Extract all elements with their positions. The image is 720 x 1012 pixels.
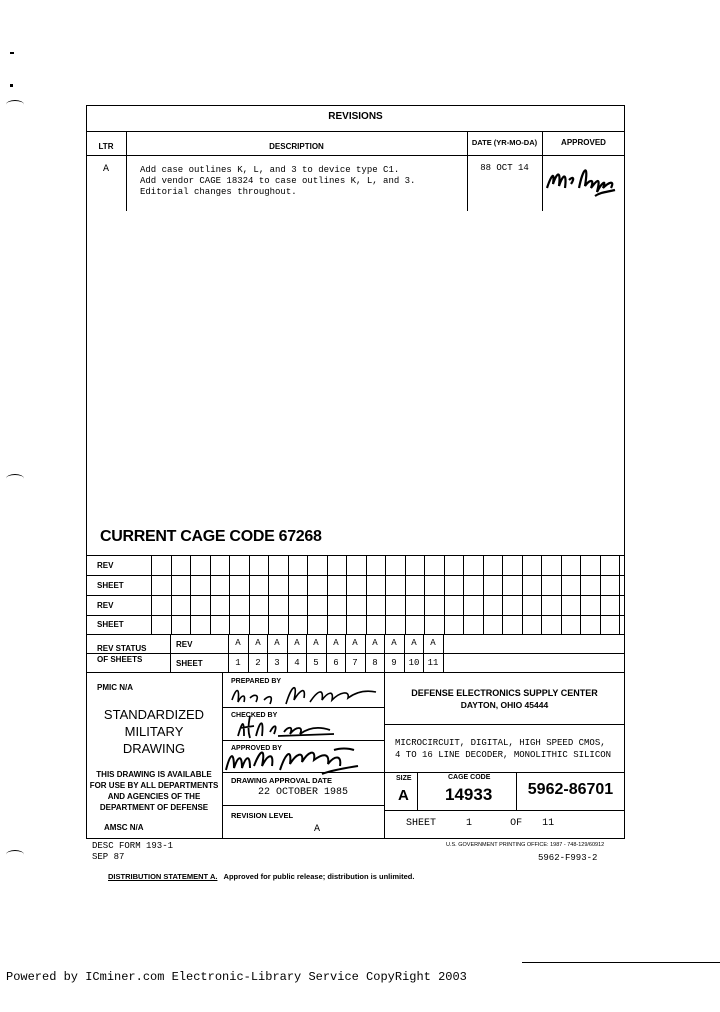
- grid-col-line: [366, 555, 367, 634]
- device-title: MICROCIRCUIT, DIGITAL, HIGH SPEED CMOS, 4 TO 16 LINE DECODER, MONOLITHIC SILICON: [395, 738, 612, 760]
- checked-signature: [234, 712, 354, 742]
- grid-col-line: [268, 555, 269, 634]
- punch-mark: [6, 100, 24, 109]
- grid-col-line: [210, 555, 211, 634]
- cage-value: 14933: [445, 785, 493, 804]
- grid-row-line: [86, 634, 625, 635]
- rev-status-cell: A: [372, 638, 378, 648]
- pmic: PMIC N/A: [97, 683, 133, 692]
- sheet-number-cell: 5: [313, 658, 319, 668]
- sheet-number-cell: 4: [294, 658, 300, 668]
- approved-header: APPROVED: [561, 138, 606, 147]
- status-rev-label: REV: [176, 640, 193, 649]
- drawing-type-title: STANDARDIZED MILITARY DRAWING: [103, 707, 205, 756]
- size-value: A: [398, 787, 409, 804]
- description-line: Editorial changes throughout.: [140, 187, 297, 197]
- punch-mark: [6, 474, 24, 483]
- grid-col-line: [229, 555, 230, 634]
- doc-code: 5962-F993-2: [538, 853, 598, 863]
- rev-status-cell: A: [411, 638, 417, 648]
- grid-col-line: [307, 555, 308, 634]
- rev-status-cell: A: [313, 638, 319, 648]
- footer-rule: [522, 962, 720, 963]
- revision-level: A: [313, 824, 320, 835]
- punch-mark: [10, 84, 13, 87]
- grid-col-line: [190, 555, 191, 634]
- ltr-header: LTR: [98, 142, 114, 151]
- rev-status-cell: A: [255, 638, 261, 648]
- rev-status-cell: A: [430, 638, 436, 648]
- grid-row-label: SHEET: [97, 581, 124, 590]
- rev-status-cell: A: [294, 638, 300, 648]
- powered-by: Powered by ICminer.com Electronic-Library Service CopyRight 2003: [6, 970, 467, 984]
- sheet-number-cell: 9: [391, 658, 397, 668]
- size-label: SIZE: [396, 775, 412, 782]
- grid-col-line: [541, 555, 542, 634]
- punch-mark: [6, 850, 24, 859]
- agency-name: DEFENSE ELECTRONICS SUPPLY CENTER: [411, 688, 598, 698]
- approved-signature: [545, 158, 623, 198]
- sheet-number-cell: 7: [352, 658, 358, 668]
- checked-by-label: CHECKED BY: [231, 712, 278, 719]
- grid-col-line: [502, 555, 503, 634]
- grid-row-line: [86, 575, 625, 576]
- approved-by-signature: [222, 740, 372, 776]
- grid-col-line: [424, 555, 425, 634]
- cage-label: CAGE CODE: [448, 774, 491, 781]
- approval-date: 22 OCTOBER 1985: [257, 787, 348, 798]
- form-number: DESC FORM 193-1 SEP 87: [92, 841, 174, 862]
- grid-col-line: [483, 555, 484, 634]
- revision-date: 88 OCT 14: [480, 163, 529, 173]
- distribution-statement: DISTRIBUTION STATEMENT A. Approved for public release; distribution is unlimited.: [108, 872, 415, 881]
- revision-description: [140, 165, 415, 198]
- description-line: Add vendor CAGE 18324 to case outlines K, L, and 3.: [140, 176, 416, 186]
- description-line: Add case outlines K, L, and 3 to device type C1.: [140, 165, 400, 175]
- sheet-number-cell: 2: [255, 658, 261, 668]
- grid-col-line: [288, 555, 289, 634]
- grid-row-label: REV: [97, 601, 114, 610]
- grid-col-line: [561, 555, 562, 634]
- grid-col-line: [171, 555, 172, 634]
- printing-office: U.S. GOVERNMENT PRINTING OFFICE: 1987 - 748-129/60912: [446, 842, 605, 848]
- rev-status-cell: A: [274, 638, 280, 648]
- grid-col-line: [249, 555, 250, 634]
- revision-ltr: A: [102, 164, 109, 175]
- grid-col-line: [463, 555, 464, 634]
- availability-notice: THIS DRAWING IS AVAILABLE FOR USE BY ALL DEPARTMENTS AND AGENCIES OF THE DEPARTMENT OF DEFENSE: [89, 770, 219, 812]
- current-cage-code: CURRENT CAGE CODE 67268: [100, 528, 322, 545]
- grid-row-label: REV: [97, 561, 114, 570]
- grid-row-line: [86, 595, 625, 596]
- sheet-number-cell: 11: [427, 658, 439, 668]
- dwg-number: 5962-86701: [527, 781, 614, 798]
- amsc: AMSC N/A: [104, 823, 144, 832]
- prepared-signature: [226, 680, 386, 710]
- grid-row-line: [86, 615, 625, 616]
- sheet-number-cell: 1: [235, 658, 241, 668]
- rev-status-label: REV STATUS OF SHEETS: [97, 644, 147, 664]
- approved-by-label: APPROVED BY: [231, 745, 282, 752]
- grid-col-line: [385, 555, 386, 634]
- rev-status-cell: A: [352, 638, 358, 648]
- sheet-label: SHEET: [406, 818, 437, 829]
- rev-status-cell: A: [333, 638, 339, 648]
- agency-city: DAYTON, OHIO 45444: [460, 700, 549, 710]
- rev-status-cell: A: [235, 638, 241, 648]
- rev-status-cell: A: [391, 638, 397, 648]
- prepared-by-label: PREPARED BY: [231, 678, 282, 685]
- sheet-number-cell: 10: [408, 658, 420, 668]
- sheet-info: [406, 818, 554, 829]
- grid-col-line: [327, 555, 328, 634]
- grid-col-line: [600, 555, 601, 634]
- sheet-total: 11: [542, 818, 555, 829]
- grid-col-line: [580, 555, 581, 634]
- grid-col-line: [151, 555, 152, 634]
- sheet-num: 1: [466, 818, 473, 829]
- of-label: OF: [510, 818, 523, 829]
- grid-col-line: [346, 555, 347, 634]
- revisions-title: REVISIONS: [328, 111, 383, 122]
- sheet-number-cell: 8: [372, 658, 378, 668]
- grid-col-line: [619, 555, 620, 634]
- sheet-number-cell: 6: [333, 658, 339, 668]
- sheet-number-cell: 3: [274, 658, 280, 668]
- grid-col-line: [405, 555, 406, 634]
- grid-col-line: [444, 555, 445, 634]
- date-header: DATE (YR-MO-DA): [471, 138, 538, 147]
- grid-row-label: SHEET: [97, 620, 124, 629]
- revision-level-label: REVISION LEVEL: [231, 811, 294, 820]
- status-sheet-label: SHEET: [176, 659, 203, 668]
- punch-mark: [10, 52, 14, 54]
- grid-col-line: [522, 555, 523, 634]
- description-header: DESCRIPTION: [269, 142, 324, 151]
- grid-row-line: [170, 653, 625, 654]
- grid-col-line: [443, 634, 444, 672]
- approval-date-label: DRAWING APPROVAL DATE: [231, 776, 332, 785]
